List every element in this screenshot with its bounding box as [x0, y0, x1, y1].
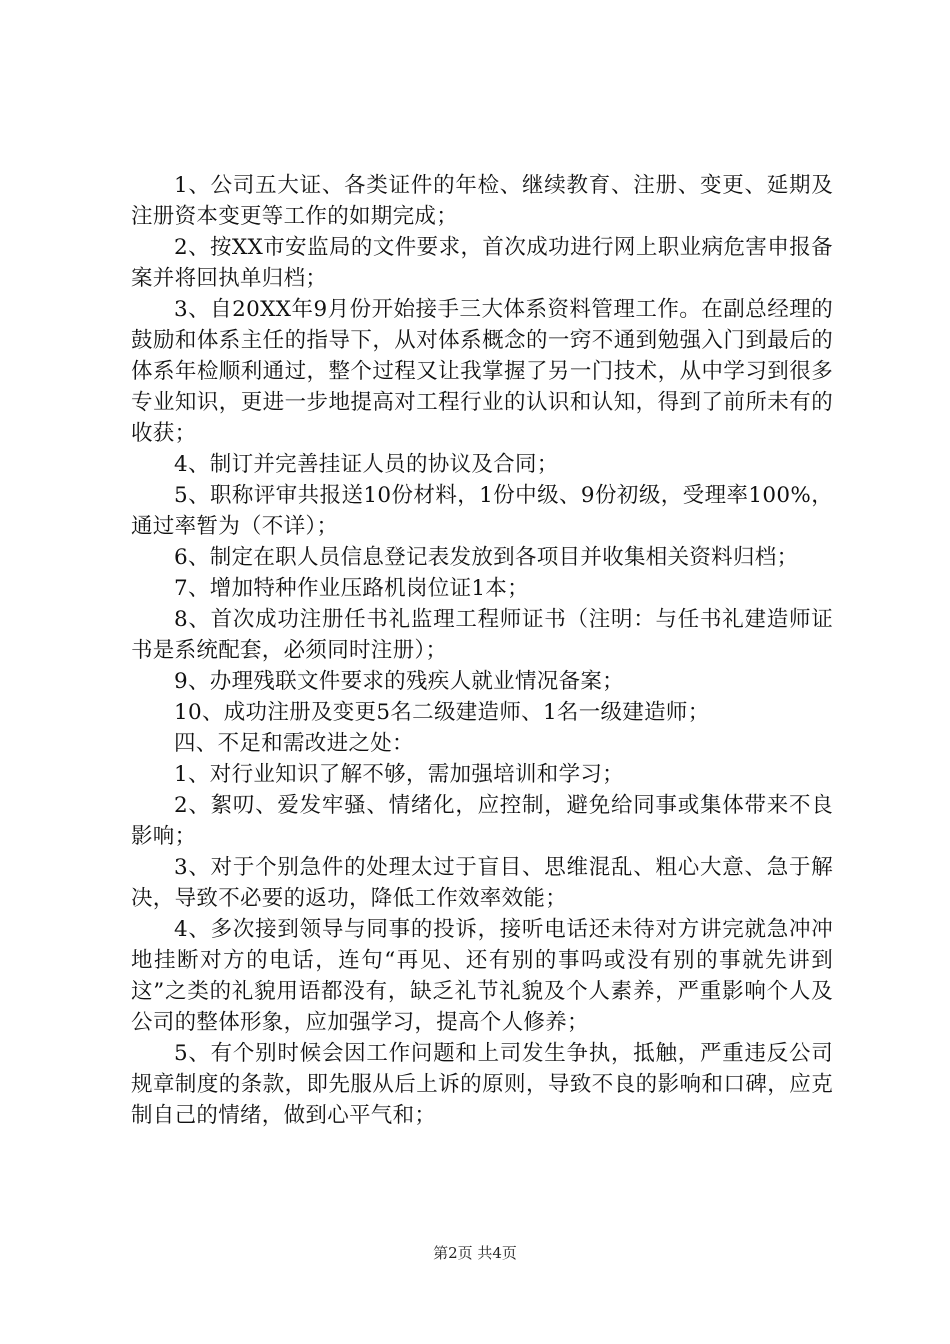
paragraph: 8、首次成功注册任书礼监理工程师证书（注明：与任书礼建造师证书是系统配套，必须同时注册）； [131, 607, 833, 663]
paragraph: 10、成功注册及变更5名二级建造师、1名一级建造师； [174, 700, 710, 725]
paragraph: 4、制订并完善挂证人员的协议及合同； [174, 452, 559, 477]
paragraph: 4、多次接到领导与同事的投诉，接听电话还未待对方讲完就急冲冲地挂断对方的电话，连句“再见、还有别的事吗或没有别的事就先讲到这”之类的礼貌用语都没有，缺乏礼节礼貌及个人素养，严重影响个人及公司的整体形象，应加强学习，提高个人修养； [131, 917, 833, 1035]
paragraph: 3、对于个别急件的处理太过于盲目、思维混乱、粗心大意、急于解决，导致不必要的返功，降低工作效率效能； [131, 855, 833, 911]
paragraph: 2、絮叨、爱发牢骚、情绪化，应控制，避免给同事或集体带来不良影响； [131, 793, 833, 849]
paragraph: 7、增加特种作业压路机岗位证1本； [174, 576, 529, 601]
section-heading: 四、不足和需改进之处： [174, 731, 414, 756]
page-number-footer: 第2页 共4页 [433, 1244, 517, 1262]
paragraph: 9、办理残联文件要求的残疾人就业情况备案； [174, 669, 624, 694]
paragraph: 5、职称评审共报送10份材料，1份中级、9份初级，受理率100%，通过率暂为（不详）； [131, 483, 833, 539]
paragraph: 1、公司五大证、各类证件的年检、继续教育、注册、变更、延期及注册资本变更等工作的如期完成； [131, 173, 833, 229]
paragraph: 3、自20XX年9月份开始接手三大体系资料管理工作。在副总经理的鼓励和体系主任的指导下，从对体系概念的一窍不通到勉强入门到最后的体系年检顺利通过，整个过程又让我掌握了另一门技术，从中学习到很多专业知识，更进一步地提高对工程行业的认识和认知，得到了前所未有的收获； [131, 297, 833, 446]
document-body [131, 170, 833, 1131]
paragraph: 1、对行业知识了解不够，需加强培训和学习； [174, 762, 624, 787]
paragraph: 5、有个别时候会因工作问题和上司发生争执，抵触，严重违反公司规章制度的条款，即先服从后上诉的原则，导致不良的影响和口碑，应克制自己的情绪，做到心平气和； [131, 1041, 833, 1128]
paragraph: 2、按XX市安监局的文件要求，首次成功进行网上职业病危害申报备案并将回执单归档； [131, 235, 833, 291]
paragraph: 6、制定在职人员信息登记表发放到各项目并收集相关资料归档； [174, 545, 799, 570]
